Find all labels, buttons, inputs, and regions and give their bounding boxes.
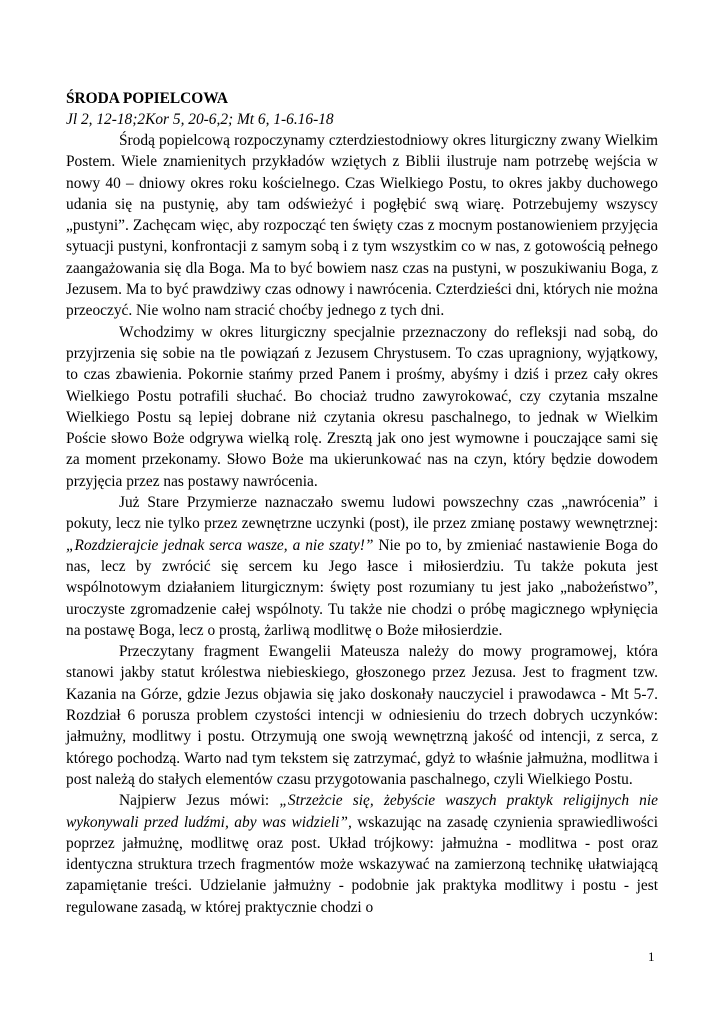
paragraph-4: Przeczytany fragment Ewangelii Mateusza należy do mowy programowej, która stanowi jakby statut królestwa niebieskiego, głoszonego przez Jezusa. Jest to fragment tzw. Kazania na Górze, gdzie Jezus objawia się jako doskonały nauczyciel i prawodawca - Mt 5-7. Rozdział 6 porusza problem czystości intencji w odniesieniu do trzech dobrych uczynków: jałmużny, modlitwy i postu. Otrzymują one swoją wewnętrzną jakość od intencji, z serca, z którego pochodzą. Warto nad tym tekstem się zatrzymać, gdyż to właśnie jałmużna, modlitwa i post należą do stałych elementów czasu przygotowania paschalnego, czyli Wielkiego Postu. [66, 643, 658, 788]
paragraph-5-quote: „Strzeżcie się, żebyście waszych praktyk religijnych nie wykonywali przed ludźmi, aby was widzieli”, [66, 792, 658, 831]
paragraph-5 [66, 790, 658, 918]
document-title: ŚRODA POPIELCOWA [66, 90, 229, 107]
paragraph-1: Środą popielcową rozpoczynamy czterdziestodniowy okres liturgiczny zwany Wielkim Postem. Wiele znamienitych przykładów wziętych z Biblii ilustruje nam potrzebę wejścia w nowy 40 – dniowy okres roku kościelnego. Czas Wielkiego Postu, to okres jakby duchowego udania się na pustynię, aby tam odświeżyć i pogłębić swą wiarę. Potrzebujemy wszyscy „pustyni”. Zachęcam więc, aby rozpocząć ten święty czas z mocnym postanowieniem przyjęcia sytuacji pustyni, konfrontacji z samym sobą i z tym wszystkim co w nas, z gotowością pełnego zaangażowania się dla Boga. Ma to być bowiem nasz czas na pustyni, w poszukiwaniu Boga, z Jezusem. Ma to być prawdziwy czas odnowy i nawrócenia. Czterdzieści dni, których nie można przeoczyć. Nie wolno nam stracić choćby jednego z tych dni. [66, 132, 658, 320]
paragraph-3-text-before: Już Stare Przymierze naznaczało swemu ludowi powszechny czas „nawrócenia” i pokuty, lecz nie tylko przez zewnętrzne uczynki (post), ile przez zmianę postawy wewnętrznej: [66, 494, 658, 533]
paragraph-5-text-before: Najpierw Jezus mówi: [119, 792, 280, 810]
paragraph-3-text-after: Nie po to, by zmieniać nastawienie Boga do nas, lecz by zwrócić się sercem ku Jego łasce i miłosierdziu. Tu także pokuta jest wspólnotowym działaniem liturgicznym: święty post rozumiany tu jest jako „nabożeństwo”, uroczyste zgromadzenie całej wspólnoty. Tu także nie chodzi o próbę magicznego wpłynięcia na postawę Boga, lecz o prostą, żarliwą modlitwę o Boże miłosierdzie. [66, 536, 658, 639]
document-body [66, 88, 658, 918]
paragraph-2: Wchodzimy w okres liturgiczny specjalnie przeznaczony do refleksji nad sobą, do przyjrzenia się sobie na tle powiązań z Jezusem Chrystusem. To czas upragniony, wyjątkowy, to czas zbawienia. Pokornie stańmy przed Panem i prośmy, abyśmy i dziś i przez cały okres Wielkiego Postu potrafili słuchać. Bo chociaż trudno zawyrokować, czy czytania mszalne Wielkiego Postu są lepiej dobrane niż czytania okresu paschalnego, to jednak w Wielkim Poście słowo Boże odgrywa wielką rolę. Zresztą jak ono jest wymowne i pouczające sami się za moment przekonamy. Słowo Boże ma ukierunkować nas na czyn, który będzie dowodem przyjęcia przez nas postawy nawrócenia. [66, 323, 658, 490]
scripture-references: Jl 2, 12-18;2Kor 5, 20-6,2; Mt 6, 1-6.16-18 [66, 111, 334, 128]
paragraph-3-quote: „Rozdzierajcie jednak serca wasze, a nie szaty!” [66, 536, 374, 554]
paragraph-3 [66, 492, 658, 641]
page-number: 1 [648, 949, 655, 964]
paragraph-5-text-after: wskazując na zasadę czynienia sprawiedliwości poprzez jałmużnę, modlitwę oraz post. Układ trójkowy: jałmużna - modlitwa - post oraz identyczna struktura trzech fragmentów może wskazywać na zamierzoną technikę ułatwiającą zapamiętanie treści. Udzielanie jałmużny - podobnie jak praktyka modlitwy i postu - jest regulowane zasadą, w której praktycznie chodzi o [66, 813, 658, 916]
